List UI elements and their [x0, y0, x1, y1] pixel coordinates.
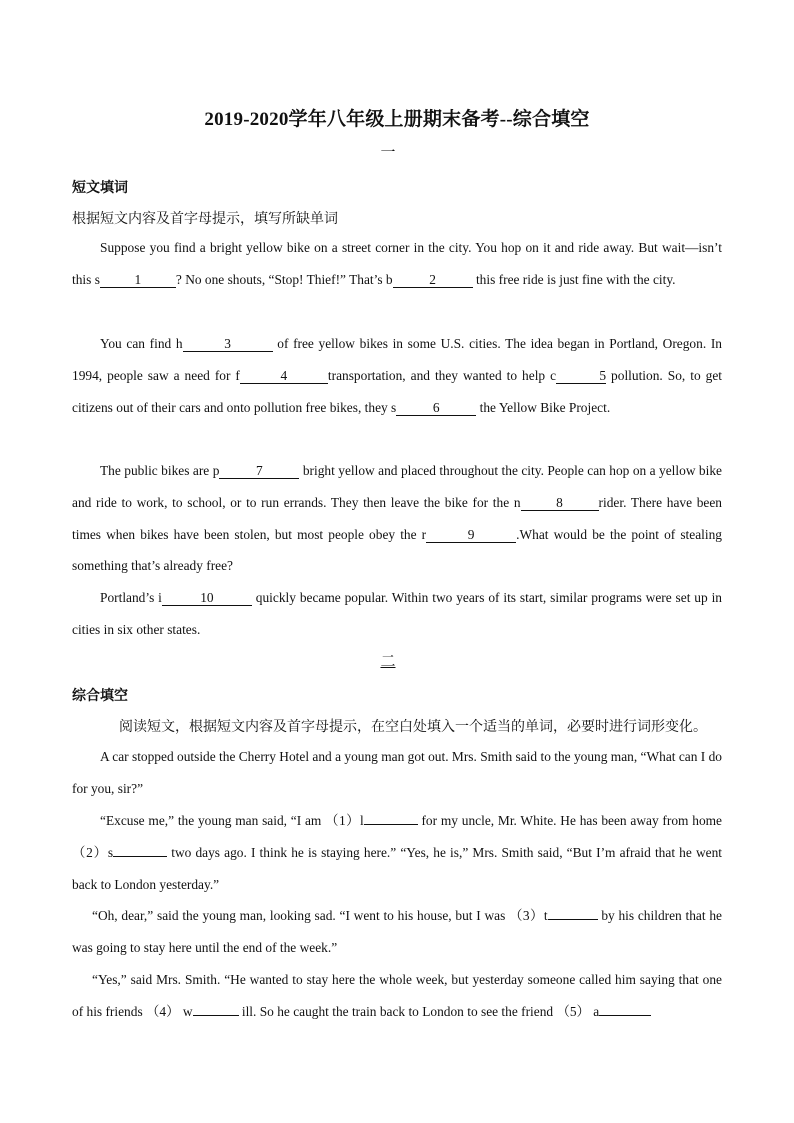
passage2-paragraph-2: “Excuse me,” the young man said, “I am （1）l for my uncle, Mr. White. He has been away from home （2）s two days ago. I think he is staying here.” “Yes, he is,” Mrs. Smith said, “But I’m afraid that he went back to London yesterday.”: [72, 813, 723, 892]
blank-6[interactable]: 6: [396, 401, 476, 416]
passage-paragraph-1: Suppose you find a bright yellow bike on a street corner in the city. You hop on it and ride away. But wait—isn’t this s 1 ? No one shouts, “Stop! Thief!” That’s b 2 this free ride is just fine with the city.: [72, 240, 722, 287]
blank-1[interactable]: 1: [100, 273, 176, 288]
passage2-paragraph-3: “Oh, dear,” said the young man, looking sad. “I went to his house, but I was （3）t by his children that he was going to stay here until the end of the week.”: [72, 908, 722, 955]
section-number-1: [72, 137, 704, 161]
blank-label-4: （4） w: [146, 1003, 193, 1019]
section-heading-1: 短文填词: [72, 181, 128, 196]
blank-10[interactable]: 10: [162, 591, 252, 606]
blank-label-2: （2）s: [72, 844, 114, 860]
section-instruction-2: 阅读短文，根据短文内容及首字母提示，在空白处填入一个适当的单词，必要时进行词形变化。: [119, 720, 707, 735]
blank-label-5: （5） a: [556, 1003, 600, 1019]
blank-3[interactable]: 3: [183, 337, 273, 352]
section-number-text: 二: [380, 654, 396, 670]
passage2-paragraph-4: “Yes,” said Mrs. Smith. “He wanted to stay here the whole week, but yesterday someone called him saying that one of his friends （4） w ill. So he caught the train back to London to see the friend （5） a: [72, 972, 722, 1019]
blank-s2-3[interactable]: [548, 919, 598, 920]
page-title: 2019-2020学年八年级上册期末备考--综合填空: [204, 109, 590, 130]
passage-paragraph-2: You can find h 3 of free yellow bikes in some U.S. cities. The idea began in Portland, Oregon. In 1994, people saw a need for f 4 transportation, and they wanted to help c 5 pollution. So, to get citizens out of their cars and onto pollution free bikes, they s 6 the Yellow Bike Project.: [72, 336, 723, 415]
section-heading-2: 综合填空: [72, 689, 128, 704]
blank-s2-4[interactable]: [193, 1015, 239, 1016]
blank-2[interactable]: 2: [393, 273, 473, 288]
blank-9[interactable]: 9: [426, 528, 516, 543]
section-number-text: 一: [380, 145, 396, 161]
blank-s2-5[interactable]: [599, 1015, 651, 1016]
passage-paragraph-4: Portland’s i 10 quickly became popular. Within two years of its start, similar programs were set up in cities in six other states.: [72, 590, 722, 637]
blank-label-1: （1）l: [325, 813, 364, 828]
section-number-2: [72, 650, 704, 671]
blank-s2-1[interactable]: [364, 824, 418, 825]
blank-4[interactable]: 4: [240, 369, 328, 384]
blank-7[interactable]: 7: [219, 464, 299, 479]
blank-label-3: （3）t: [509, 908, 548, 923]
section-instruction-1: 根据短文内容及首字母提示，填写所缺单词: [72, 212, 338, 227]
passage2-paragraph-1: A car stopped outside the Cherry Hotel and a young man got out. Mrs. Smith said to the young man, “What can I do for you, sir?”: [72, 749, 722, 796]
blank-5[interactable]: 5: [556, 369, 606, 384]
passage-paragraph-3: The public bikes are p 7 bright yellow and placed throughout the city. People can hop on a yellow bike and ride to work, to school, or to run errands. They then leave the bike for the n 8 rider. There have been times when bikes have been stolen, but most people obey the r 9 .What would be the point of stealing something that’s already free?: [72, 463, 722, 574]
blank-s2-2[interactable]: [113, 856, 167, 857]
blank-8[interactable]: 8: [521, 496, 599, 511]
